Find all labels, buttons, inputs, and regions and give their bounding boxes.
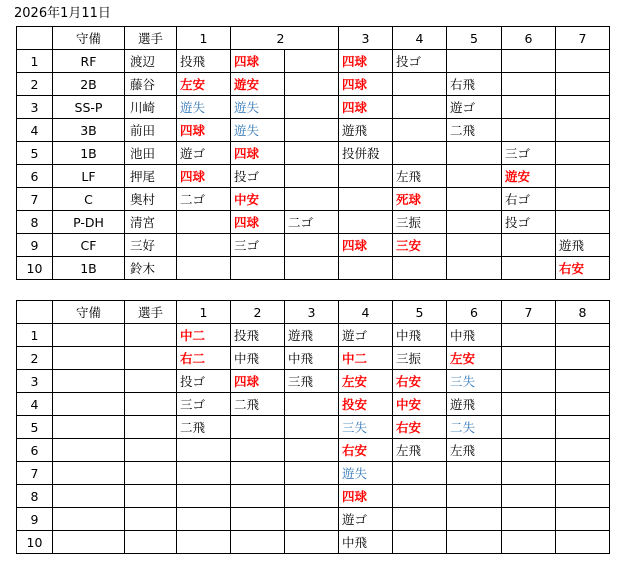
at-bat-result — [231, 485, 285, 508]
at-bat-result: 四球 — [231, 370, 285, 393]
at-bat-result — [231, 257, 285, 280]
at-bat-result: 中安 — [231, 188, 285, 211]
at-bat-result: 遊飛 — [447, 393, 502, 416]
column-header: 2 — [231, 301, 285, 324]
at-bat-result — [502, 416, 556, 439]
at-bat-result — [556, 50, 610, 73]
table-row — [17, 531, 610, 554]
at-bat-result — [177, 531, 231, 554]
at-bat-result — [502, 73, 556, 96]
at-bat-result: 三安 — [393, 234, 447, 257]
at-bat-result — [556, 165, 610, 188]
at-bat-result: 三ゴ — [177, 393, 231, 416]
at-bat-result: 遊ゴ — [177, 142, 231, 165]
at-bat-result — [447, 234, 502, 257]
at-bat-result: 二ゴ — [177, 188, 231, 211]
player-name — [125, 370, 177, 393]
at-bat-result — [447, 188, 502, 211]
at-bat-result: 中飛 — [339, 531, 393, 554]
at-bat-result — [447, 50, 502, 73]
at-bat-result — [556, 439, 610, 462]
at-bat-result — [502, 50, 556, 73]
at-bat-result: 投ゴ — [231, 165, 285, 188]
at-bat-result — [285, 393, 339, 416]
at-bat-result: 投飛 — [231, 324, 285, 347]
at-bat-result: 右飛 — [447, 73, 502, 96]
position: P-DH — [53, 211, 125, 234]
at-bat-result — [285, 96, 339, 119]
at-bat-result — [502, 393, 556, 416]
column-header: 3 — [339, 27, 393, 50]
at-bat-result: 遊失 — [339, 462, 393, 485]
at-bat-result: 左安 — [339, 370, 393, 393]
at-bat-result: 遊飛 — [285, 324, 339, 347]
at-bat-result — [502, 531, 556, 554]
at-bat-result — [447, 165, 502, 188]
at-bat-result — [556, 324, 610, 347]
at-bat-result — [556, 508, 610, 531]
at-bat-result: 遊ゴ — [447, 96, 502, 119]
at-bat-result — [285, 416, 339, 439]
table-row — [17, 462, 610, 485]
at-bat-result — [502, 370, 556, 393]
at-bat-result — [393, 531, 447, 554]
at-bat-result — [393, 485, 447, 508]
batting-order: 2 — [17, 347, 53, 370]
batting-order: 6 — [17, 439, 53, 462]
at-bat-result: 二飛 — [177, 416, 231, 439]
at-bat-result: 三振 — [393, 347, 447, 370]
table-row — [17, 119, 610, 142]
position: 1B — [53, 257, 125, 280]
at-bat-result — [177, 234, 231, 257]
table-row — [17, 324, 610, 347]
column-header: 1 — [177, 27, 231, 50]
table-row — [17, 485, 610, 508]
at-bat-result: 投ゴ — [502, 211, 556, 234]
batting-order: 5 — [17, 416, 53, 439]
player-name — [125, 485, 177, 508]
table-row — [17, 393, 610, 416]
table-row — [17, 416, 610, 439]
at-bat-result — [556, 531, 610, 554]
at-bat-result: 投ゴ — [393, 50, 447, 73]
player-name — [125, 462, 177, 485]
at-bat-result — [502, 508, 556, 531]
player-name — [125, 393, 177, 416]
batting-order: 8 — [17, 211, 53, 234]
at-bat-result — [393, 508, 447, 531]
position — [53, 439, 125, 462]
position: 1B — [53, 142, 125, 165]
at-bat-result: 四球 — [339, 73, 393, 96]
at-bat-result — [231, 508, 285, 531]
at-bat-result: 遊安 — [502, 165, 556, 188]
column-header: 7 — [502, 301, 556, 324]
at-bat-result — [502, 462, 556, 485]
position: LF — [53, 165, 125, 188]
player-name — [125, 439, 177, 462]
at-bat-result: 二失 — [447, 416, 502, 439]
column-header: 8 — [556, 301, 610, 324]
position — [53, 462, 125, 485]
at-bat-result: 三振 — [393, 211, 447, 234]
at-bat-result — [393, 119, 447, 142]
player-name — [125, 324, 177, 347]
at-bat-result: 三飛 — [285, 370, 339, 393]
at-bat-result: 四球 — [231, 50, 285, 73]
at-bat-result: 四球 — [339, 50, 393, 73]
at-bat-result — [285, 462, 339, 485]
table-row — [17, 96, 610, 119]
position: SS-P — [53, 96, 125, 119]
column-header: 3 — [285, 301, 339, 324]
at-bat-result: 遊飛 — [339, 119, 393, 142]
at-bat-result — [556, 73, 610, 96]
batting-order: 7 — [17, 188, 53, 211]
at-bat-result: 中飛 — [447, 324, 502, 347]
player-name: 鈴木 — [125, 257, 177, 280]
position — [53, 531, 125, 554]
at-bat-result: 右二 — [177, 347, 231, 370]
at-bat-result — [177, 508, 231, 531]
at-bat-result — [231, 416, 285, 439]
player-name: 藤谷 — [125, 73, 177, 96]
at-bat-result: 中飛 — [231, 347, 285, 370]
player-name: 前田 — [125, 119, 177, 142]
at-bat-result — [285, 485, 339, 508]
table-row — [17, 211, 610, 234]
position — [53, 370, 125, 393]
at-bat-result — [447, 508, 502, 531]
at-bat-result: 二飛 — [447, 119, 502, 142]
batting-order: 3 — [17, 96, 53, 119]
at-bat-result: 右安 — [393, 416, 447, 439]
at-bat-result — [556, 188, 610, 211]
at-bat-result: 四球 — [177, 165, 231, 188]
batting-order: 1 — [17, 324, 53, 347]
player-name: 渡辺 — [125, 50, 177, 73]
table-row — [17, 347, 610, 370]
at-bat-result: 遊ゴ — [339, 324, 393, 347]
at-bat-result: 右安 — [556, 257, 610, 280]
at-bat-result: 左安 — [447, 347, 502, 370]
at-bat-result — [177, 211, 231, 234]
at-bat-result — [556, 142, 610, 165]
at-bat-result: 三失 — [447, 370, 502, 393]
at-bat-result: 投併殺 — [339, 142, 393, 165]
at-bat-result: 遊飛 — [556, 234, 610, 257]
position: C — [53, 188, 125, 211]
column-header: 5 — [393, 301, 447, 324]
batting-order: 4 — [17, 119, 53, 142]
at-bat-result: 二飛 — [231, 393, 285, 416]
table-row — [17, 165, 610, 188]
at-bat-result: 四球 — [339, 485, 393, 508]
at-bat-result — [502, 257, 556, 280]
at-bat-result — [285, 508, 339, 531]
column-header: 4 — [393, 27, 447, 50]
at-bat-result — [339, 211, 393, 234]
header-row — [17, 27, 610, 50]
column-header: 2 — [231, 27, 285, 50]
batting-order: 3 — [17, 370, 53, 393]
at-bat-result — [177, 439, 231, 462]
at-bat-result — [285, 257, 339, 280]
at-bat-result: 左飛 — [447, 439, 502, 462]
at-bat-result: 遊失 — [231, 119, 285, 142]
position — [53, 416, 125, 439]
column-header — [17, 301, 53, 324]
batting-table-1 — [16, 26, 610, 280]
player-name: 池田 — [125, 142, 177, 165]
column-header — [17, 27, 53, 50]
at-bat-result: 投安 — [339, 393, 393, 416]
column-header: 選手 — [125, 27, 177, 50]
position — [53, 393, 125, 416]
at-bat-result — [447, 485, 502, 508]
batting-order: 1 — [17, 50, 53, 73]
at-bat-result — [285, 439, 339, 462]
batting-order: 8 — [17, 485, 53, 508]
player-name: 清宮 — [125, 211, 177, 234]
at-bat-result: 四球 — [231, 211, 285, 234]
at-bat-result — [556, 96, 610, 119]
batting-order: 6 — [17, 165, 53, 188]
column-header: 4 — [339, 301, 393, 324]
table-row — [17, 257, 610, 280]
at-bat-result: 中飛 — [393, 324, 447, 347]
at-bat-result: 遊失 — [231, 96, 285, 119]
at-bat-result — [502, 347, 556, 370]
position — [53, 347, 125, 370]
at-bat-result — [177, 257, 231, 280]
at-bat-result — [502, 119, 556, 142]
column-header: 守備 — [53, 27, 125, 50]
at-bat-result — [231, 462, 285, 485]
at-bat-result — [502, 324, 556, 347]
at-bat-result — [447, 142, 502, 165]
batting-order: 5 — [17, 142, 53, 165]
at-bat-result — [556, 347, 610, 370]
column-header: 6 — [447, 301, 502, 324]
at-bat-result — [339, 188, 393, 211]
at-bat-result — [556, 416, 610, 439]
at-bat-result — [502, 485, 556, 508]
at-bat-result: 二ゴ — [285, 211, 339, 234]
at-bat-result: 四球 — [339, 234, 393, 257]
player-name — [125, 416, 177, 439]
at-bat-result — [339, 257, 393, 280]
at-bat-result — [393, 142, 447, 165]
column-header: 5 — [447, 27, 502, 50]
at-bat-result: 投飛 — [177, 50, 231, 73]
at-bat-result — [502, 96, 556, 119]
player-name: 押尾 — [125, 165, 177, 188]
at-bat-result — [556, 211, 610, 234]
batting-order: 10 — [17, 257, 53, 280]
position — [53, 508, 125, 531]
at-bat-result — [339, 165, 393, 188]
batting-order: 9 — [17, 234, 53, 257]
at-bat-result: 中二 — [177, 324, 231, 347]
at-bat-result — [556, 485, 610, 508]
batting-order: 10 — [17, 531, 53, 554]
at-bat-result: 遊安 — [231, 73, 285, 96]
position — [53, 324, 125, 347]
at-bat-result: 遊失 — [177, 96, 231, 119]
table-row — [17, 73, 610, 96]
table-row — [17, 142, 610, 165]
position: CF — [53, 234, 125, 257]
at-bat-result — [285, 188, 339, 211]
at-bat-result: 左飛 — [393, 165, 447, 188]
at-bat-result: 中飛 — [285, 347, 339, 370]
at-bat-result: 四球 — [231, 142, 285, 165]
at-bat-result — [231, 439, 285, 462]
at-bat-result: 三失 — [339, 416, 393, 439]
player-name — [125, 347, 177, 370]
header-row — [17, 301, 610, 324]
at-bat-result — [393, 96, 447, 119]
at-bat-result — [285, 50, 339, 73]
batting-order: 7 — [17, 462, 53, 485]
at-bat-result — [393, 73, 447, 96]
at-bat-result — [393, 257, 447, 280]
batting-order: 4 — [17, 393, 53, 416]
at-bat-result: 四球 — [339, 96, 393, 119]
player-name — [125, 531, 177, 554]
table-row — [17, 370, 610, 393]
column-header: 7 — [556, 27, 610, 50]
at-bat-result — [447, 462, 502, 485]
batting-table-2 — [16, 300, 610, 554]
at-bat-result — [177, 485, 231, 508]
at-bat-result — [285, 73, 339, 96]
at-bat-result: 三ゴ — [231, 234, 285, 257]
at-bat-result — [502, 234, 556, 257]
position: 3B — [53, 119, 125, 142]
table-row — [17, 188, 610, 211]
table-row — [17, 50, 610, 73]
table-row — [17, 234, 610, 257]
at-bat-result — [447, 257, 502, 280]
at-bat-result — [447, 211, 502, 234]
position: RF — [53, 50, 125, 73]
player-name — [125, 508, 177, 531]
at-bat-result — [285, 119, 339, 142]
position: 2B — [53, 73, 125, 96]
table-row — [17, 439, 610, 462]
player-name: 川崎 — [125, 96, 177, 119]
date-label: 2026年1月11日 — [14, 6, 111, 21]
at-bat-result — [285, 142, 339, 165]
table-row — [17, 508, 610, 531]
at-bat-result — [447, 531, 502, 554]
column-header: 6 — [502, 27, 556, 50]
column-header — [285, 27, 339, 50]
column-header: 選手 — [125, 301, 177, 324]
at-bat-result — [285, 234, 339, 257]
at-bat-result — [231, 531, 285, 554]
at-bat-result: 遊ゴ — [339, 508, 393, 531]
at-bat-result — [556, 393, 610, 416]
batting-order: 9 — [17, 508, 53, 531]
at-bat-result: 中安 — [393, 393, 447, 416]
at-bat-result: 四球 — [177, 119, 231, 142]
at-bat-result: 右安 — [339, 439, 393, 462]
at-bat-result: 投ゴ — [177, 370, 231, 393]
at-bat-result — [556, 119, 610, 142]
player-name: 奥村 — [125, 188, 177, 211]
at-bat-result — [285, 531, 339, 554]
at-bat-result — [556, 370, 610, 393]
at-bat-result: 左安 — [177, 73, 231, 96]
at-bat-result: 死球 — [393, 188, 447, 211]
at-bat-result: 右ゴ — [502, 188, 556, 211]
player-name: 三好 — [125, 234, 177, 257]
column-header: 1 — [177, 301, 231, 324]
column-header: 守備 — [53, 301, 125, 324]
at-bat-result — [393, 462, 447, 485]
at-bat-result — [177, 462, 231, 485]
at-bat-result: 三ゴ — [502, 142, 556, 165]
at-bat-result: 右安 — [393, 370, 447, 393]
at-bat-result — [556, 462, 610, 485]
at-bat-result — [285, 165, 339, 188]
batting-order: 2 — [17, 73, 53, 96]
position — [53, 485, 125, 508]
at-bat-result — [502, 439, 556, 462]
at-bat-result: 中二 — [339, 347, 393, 370]
at-bat-result: 左飛 — [393, 439, 447, 462]
